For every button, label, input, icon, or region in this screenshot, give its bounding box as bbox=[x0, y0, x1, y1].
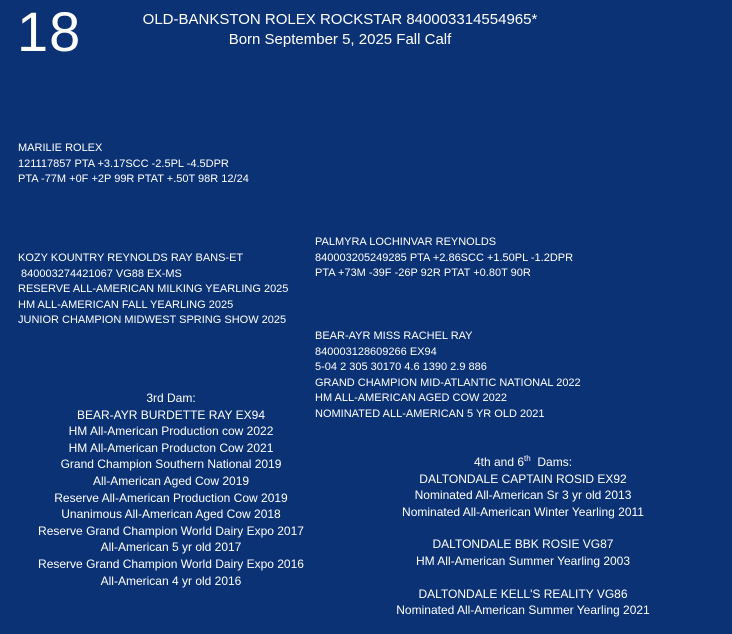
fifth-dam-award: HM All-American Summer Yearling 2003 bbox=[415, 553, 631, 568]
heading-text: 4th and 6 bbox=[473, 455, 525, 469]
fourth-sixth-dams-block bbox=[372, 454, 674, 619]
fourth-dam-award: Nominated All-American Sr 3 yr old 2013 bbox=[414, 488, 632, 503]
second-dam-award: HM ALL-AMERICAN AGED COW 2022 bbox=[315, 392, 507, 405]
third-dam-award: Grand Champion Southern National 2019 bbox=[60, 457, 282, 472]
birth-date: Born September 5, 2025 Fall Calf bbox=[228, 31, 452, 48]
sixth-dam-award: Nominated All-American Summer Yearling 2021 bbox=[396, 603, 650, 618]
fifth-dam-name: DALTONDALE BBK ROSIE VG87 bbox=[432, 537, 614, 552]
dam-name: KOZY KOUNTRY REYNOLDS RAY BANS-ET bbox=[18, 252, 244, 264]
dam-award: HM ALL-AMERICAN FALL YEARLING 2025 bbox=[18, 298, 234, 311]
dam-sire-block bbox=[315, 235, 573, 282]
third-dam-award: HM All-American Producton Cow 2021 bbox=[68, 440, 274, 455]
third-dam-award: Reserve All-American Production Cow 2019 bbox=[54, 490, 288, 505]
third-dam-name: BEAR-AYR BURDETTE RAY EX94 bbox=[76, 407, 266, 422]
third-dam-heading: 3rd Dam: bbox=[146, 391, 196, 405]
heading-superscript: th bbox=[524, 454, 531, 463]
second-dam-award: GRAND CHAMPION MID-ATLANTIC NATIONAL 2022 bbox=[315, 376, 581, 389]
third-dam-award: All-American 5 yr old 2017 bbox=[100, 540, 242, 555]
second-dam-id-line: 840003128609266 EX94 bbox=[315, 345, 437, 358]
dam-block bbox=[18, 251, 288, 329]
third-dam-award: All-American 4 yr old 2016 bbox=[100, 573, 242, 588]
dam-sire-name: PALMYRA LOCHINVAR REYNOLDS bbox=[315, 236, 497, 248]
third-dam-award: Unanimous All-American Aged Cow 2018 bbox=[61, 507, 281, 522]
dam-sire-ptat-line: PTA +73M -39F -26P 92R PTAT +0.80T 90R bbox=[315, 267, 531, 280]
second-dam-block bbox=[315, 329, 581, 423]
animal-header bbox=[100, 10, 580, 50]
sire-ptat-line: PTA -77M +0F +2P 99R PTAT +.50T 98R 12/24 bbox=[18, 173, 249, 186]
second-dam-record-line: 5-04 2 305 30170 4.6 1390 2.9 886 bbox=[315, 361, 487, 374]
third-dam-award: Reserve Grand Champion World Dairy Expo 2016 bbox=[38, 556, 304, 571]
spacer bbox=[372, 570, 674, 586]
third-dam-award: All-American Aged Cow 2019 bbox=[92, 473, 250, 488]
third-dam-block bbox=[11, 390, 331, 589]
animal-title: OLD-BANKSTON ROLEX ROCKSTAR 840003314554965* bbox=[142, 11, 538, 28]
fourth-dam-name: DALTONDALE CAPTAIN ROSID EX92 bbox=[419, 471, 627, 486]
second-dam-award: NOMINATED ALL-AMERICAN 5 YR OLD 2021 bbox=[315, 407, 545, 420]
dam-award: JUNIOR CHAMPION MIDWEST SPRING SHOW 2025 bbox=[18, 314, 287, 327]
second-dam-name: BEAR-AYR MISS RACHEL RAY bbox=[315, 330, 473, 342]
lot-number: 18 bbox=[17, 0, 82, 63]
third-dam-award: Reserve Grand Champion World Dairy Expo 2017 bbox=[38, 523, 304, 538]
fourth-sixth-dams-heading bbox=[372, 454, 674, 471]
fourth-dam-award: Nominated All-American Winter Yearling 2011 bbox=[402, 504, 644, 519]
sire-name: MARILIE ROLEX bbox=[18, 142, 103, 154]
sixth-dam-name: DALTONDALE KELL'S REALITY VG86 bbox=[418, 586, 628, 601]
heading-text: Dams: bbox=[530, 455, 573, 469]
sire-block bbox=[18, 141, 249, 188]
dam-award: RESERVE ALL-AMERICAN MILKING YEARLING 2025 bbox=[18, 283, 289, 296]
spacer bbox=[372, 520, 674, 536]
sire-pta-line: 121117857 PTA +3.17SCC -2.5PL -4.5DPR bbox=[18, 157, 229, 170]
dam-sire-pta-line: 840003205249285 PTA +2.86SCC +1.50PL -1.2DPR bbox=[315, 251, 574, 264]
dam-id-line: 840003274421067 VG88 EX-MS bbox=[18, 267, 182, 280]
third-dam-award: HM All-American Production cow 2022 bbox=[68, 424, 274, 439]
